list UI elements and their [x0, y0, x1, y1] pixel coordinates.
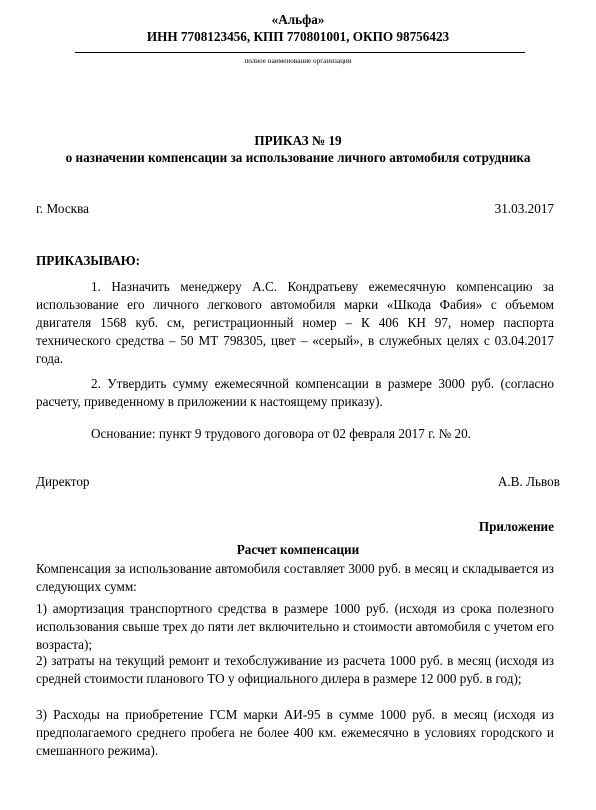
- appendix-intro: Компенсация за использование автомобиля составляет 3000 руб. в месяц и складывается из следующих сумм:: [36, 561, 554, 594]
- appendix-title: Расчет компенсации: [236, 542, 360, 557]
- order-item-1: 1. Назначить менеджеру А.С. Кондратьеву ежемесячную компенсацию за использование его личного легкового автомобиля марки «Шкода Фабия» с объемом двигателя 1568 куб. см, регистрационный номер – К 406 КН 97, номер паспорта технического средства – 50 МТ 798305, цвет – «серый», в служебных целях с 03.04.2017 года.: [36, 279, 554, 366]
- order-item-2: 2. Утвердить сумму ежемесячной компенсации в размере 3000 руб. (согласно расчету, приведенному в приложении к настоящему приказу).: [36, 376, 554, 409]
- order-date: 31.03.2017: [494, 201, 554, 216]
- appendix-point-2: 2) затраты на текущий ремонт и техобслуживание из расчета 1000 руб. в месяц (исходя из средней стоимости планового ТО у официального дилера в размере 12 000 руб. в год);: [36, 653, 554, 686]
- appendix-point-1: 1) амортизация транспортного средства в размере 1000 руб. (исходя из срока полезного использования свыше трех до пяти лет включительно и стоимости автомобиля с учетом его возраста);: [36, 601, 554, 652]
- appendix-point-3: 3) Расходы на приобретение ГСМ марки АИ-95 в сумме 1000 руб. в месяц (исходя из предполагаемого среднего пробега не более 400 км. ежемесячно в условиях городского и смешанного режима).: [36, 707, 554, 758]
- order-subtitle: о назначении компенсации за использование личного автомобиля сотрудника: [65, 150, 531, 165]
- order-city: г. Москва: [36, 201, 89, 216]
- signer-title: Директор: [36, 474, 90, 489]
- organization-caption: полное наименование организации: [244, 57, 352, 65]
- organization-ids: ИНН 7708123456, КПП 770801001, ОКПО 98756423: [146, 29, 450, 44]
- order-basis: Основание: пункт 9 трудового договора от 02 февраля 2017 г. № 20.: [91, 426, 471, 441]
- organization-name: «Альфа»: [271, 12, 325, 27]
- signer-name: А.В. Львов: [497, 474, 560, 489]
- order-title: ПРИКАЗ № 19: [254, 133, 342, 148]
- header-divider: [75, 52, 525, 53]
- appendix-label: Приложение: [478, 519, 554, 534]
- order-command: ПРИКАЗЫВАЮ:: [36, 253, 140, 268]
